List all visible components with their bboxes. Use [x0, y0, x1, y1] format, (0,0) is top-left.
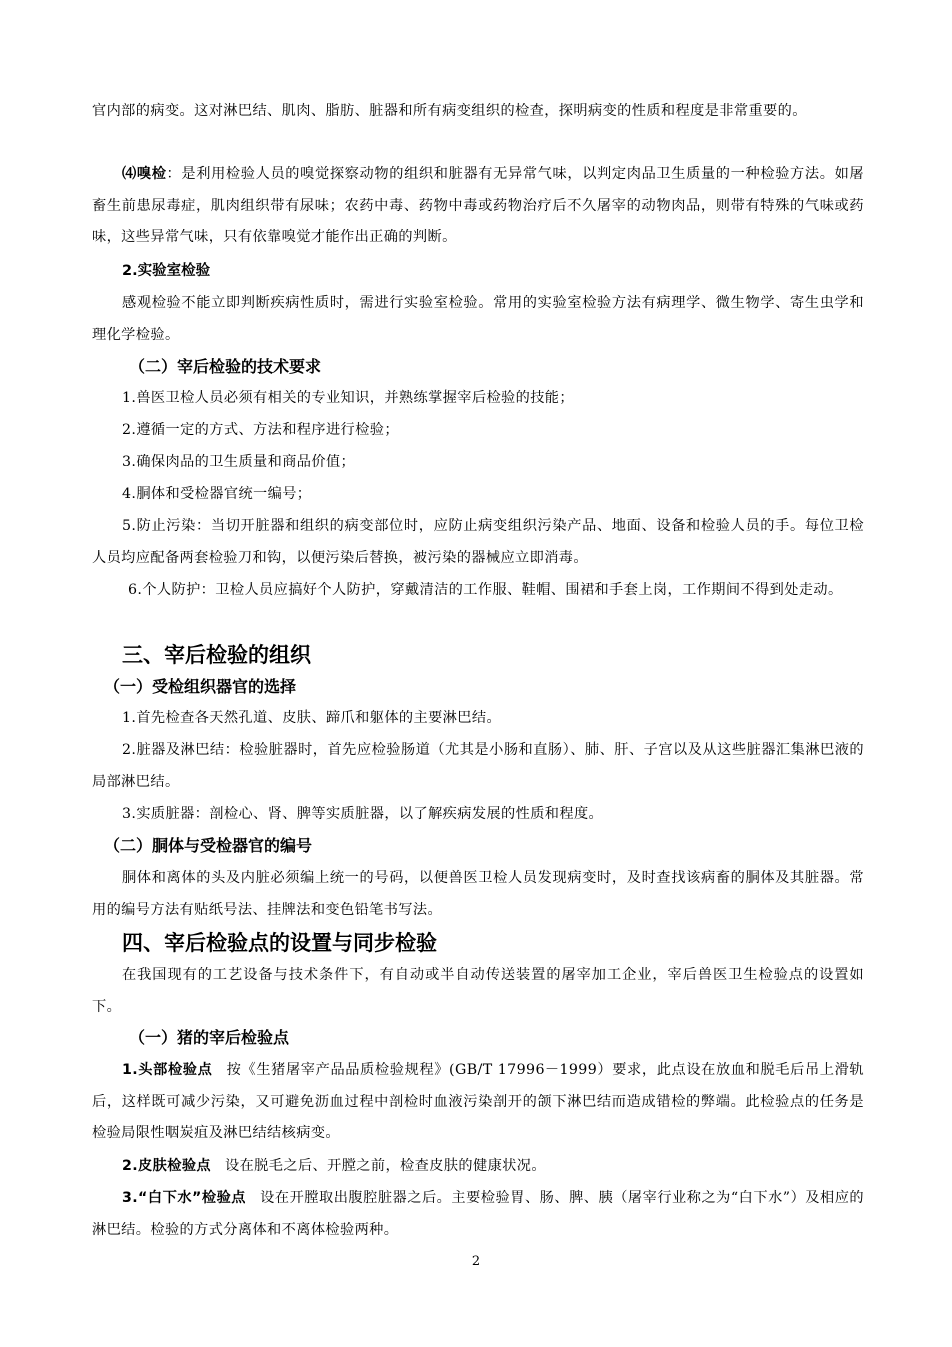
heading-pig-inspection-points: （一）猪的宰后检验点 — [129, 1028, 290, 1047]
paragraph-numbering: 胴体和离体的头及内脏必须编上统一的号码，以便兽医卫检人员发现病变时，及时查找该病畜的胴体及其脏器。常用的编号方法有贴纸号法、挂牌法和变色铅笔书写法。 — [92, 870, 864, 918]
selection-item-3: 3.实质脏器：剖检心、肾、脾等实质脏器，以了解疾病发展的性质和程度。 — [122, 806, 604, 822]
paragraph-lab-inspection: 感观检验不能立即判断疾病性质时，需进行实验室检验。常用的实验室检验方法有病理学、微生物学、寄生虫学和理化学检验。 — [92, 295, 864, 343]
selection-item-2: 2.脏器及淋巴结：检验脏器时，首先应检验肠道（尤其是小肠和直肠）、肺、肝、子宫以及从这些脏器汇集淋巴液的局部淋巴结。 — [92, 742, 864, 790]
heading-lab-inspection: 2.实验室检验 — [122, 263, 211, 279]
requirement-item-1: 1.兽医卫检人员必须有相关的专业知识，并熟练掌握宰后检验的技能； — [122, 390, 574, 406]
heading-numbering: （二）胴体与受检器官的编号 — [104, 836, 313, 855]
head-inspection-label: 1.头部检验点 — [122, 1062, 213, 1078]
smell-inspection-text: ：是利用检验人员的嗅觉探察动物的组织和脏器有无异常气味，以判定肉品卫生质量的一种检验方法。如屠畜生前患尿毒症，肌肉组织带有尿味；农药中毒、药物中毒或药物治疗后不久屠宰的动物肉品，则带有特殊的气味或药味，这些异常气味，只有依靠嗅觉才能作出正确的判断。 — [92, 166, 865, 245]
paragraph-head-inspection-point — [92, 1055, 864, 1150]
smell-inspection-label: ⑷嗅检 — [122, 166, 167, 182]
heading-section-four: 四、宰后检验点的设置与同步检验 — [122, 931, 437, 955]
head-inspection-text: 按《生猪屠宰产品品质检验规程》(GB/T 17996－1999）要求，此点设在放血和脱毛后吊上滑轨后，这样既可减少污染，又可避免沥血过程中剖检时血液污染剖开的颌下淋巴结而造成错检的弊端。此检验点的任务是检验局限性咽炭疽及淋巴结结核病变。 — [92, 1062, 865, 1141]
white-offal-inspection-text: 设在开膛取出腹腔脏器之后。主要检验胃、肠、脾、胰（屠宰行业称之为“白下水”）及相应的淋巴结。检验的方式分离体和不离体检验两种。 — [92, 1190, 864, 1238]
requirement-item-5: 5.防止污染：当切开脏器和组织的病变部位时，应防止病变组织污染产品、地面、设备和检验人员的手。每位卫检人员均应配备两套检验刀和钩，以便污染后替换，被污染的器械应立即消毒。 — [92, 518, 864, 566]
requirement-item-6: 6.个人防护：卫检人员应搞好个人防护，穿戴清洁的工作服、鞋帽、围裙和手套上岗，工作期间不得到处走动。 — [128, 582, 843, 598]
paragraph-white-offal-inspection-point — [92, 1183, 864, 1246]
page-number: 2 — [471, 1254, 481, 1269]
selection-item-1: 1.首先检查各天然孔道、皮肤、蹄爪和躯体的主要淋巴结。 — [122, 710, 502, 726]
skin-inspection-text: 设在脱毛之后、开膛之前，检查皮肤的健康状况。 — [225, 1158, 546, 1174]
white-offal-inspection-label: 3.“白下水”检验点 — [122, 1190, 247, 1206]
heading-organ-selection: （一）受检组织器官的选择 — [104, 677, 297, 696]
paragraph-skin-inspection-point — [92, 1151, 864, 1183]
heading-technical-requirements: （二）宰后检验的技术要求 — [129, 357, 322, 376]
requirement-item-2: 2.遵循一定的方式、方法和程序进行检验； — [122, 422, 399, 438]
skin-inspection-label: 2.皮肤检验点 — [122, 1158, 211, 1174]
paragraph-inspection-points: 在我国现有的工艺设备与技术条件下，有自动或半自动传送装置的屠宰加工企业，宰后兽医卫生检验点的设置如下。 — [92, 967, 864, 1015]
requirement-item-3: 3.确保肉品的卫生质量和商品价值； — [122, 454, 356, 470]
requirement-item-4: 4.胴体和受检器官统一编号； — [122, 486, 312, 502]
paragraph-organ-inspection: 官内部的病变。这对淋巴结、肌肉、脂肪、脏器和所有病变组织的检查，探明病变的性质和程度是非常重要的。 — [92, 103, 807, 119]
heading-section-three: 三、宰后检验的组织 — [122, 643, 311, 667]
paragraph-smell-inspection — [92, 159, 864, 254]
